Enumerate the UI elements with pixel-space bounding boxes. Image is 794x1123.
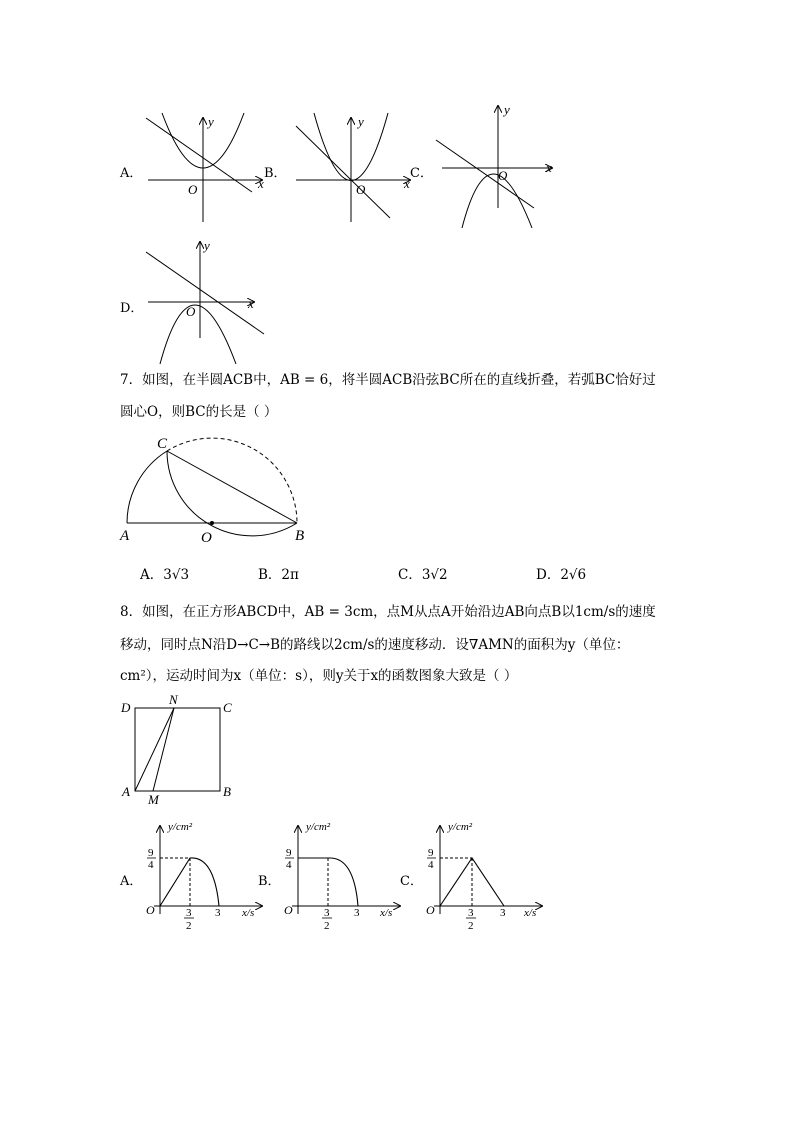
q7-stem-line2: 圆心O，则BC的长是（ ） xyxy=(120,404,278,420)
q8-stem-line2: 移动，同时点N沿D→C→B的路线以2cm/s的速度移动．设∇AMN的面积为y（单位： xyxy=(120,637,630,653)
arc-ac xyxy=(127,451,167,523)
y-label: y xyxy=(358,114,364,129)
y-tick-num: 9 xyxy=(286,847,292,859)
q6-option-b-label[interactable]: B． xyxy=(264,166,287,181)
center-point xyxy=(210,521,214,525)
label-c: C xyxy=(223,700,232,715)
arc-cb-dashed xyxy=(167,438,297,523)
y-label: y xyxy=(204,238,210,253)
x-tick-den: 2 xyxy=(468,920,474,932)
parabola xyxy=(160,305,236,364)
origin-label: O xyxy=(356,182,366,197)
x-label: x xyxy=(546,160,552,175)
x-axis-label: x/s xyxy=(524,907,537,919)
line xyxy=(146,118,252,192)
y-label: y xyxy=(504,102,510,117)
option-value: 3√2 xyxy=(421,567,448,583)
q7-option-d[interactable] xyxy=(536,565,586,585)
q8-stem-line1: 8．如图，在正方形ABCD中，AB = 3cm，点M从点A开始沿边AB向点B以1cm/s的速度 xyxy=(120,604,656,620)
origin-label: O xyxy=(188,182,198,197)
option-label: D． xyxy=(536,567,561,583)
q6-option-c-label[interactable]: C． xyxy=(410,166,433,181)
q6-option-a-label[interactable]: A． xyxy=(120,166,143,181)
x-tick-den: 2 xyxy=(186,920,192,932)
q6-option-a-graph xyxy=(140,108,275,228)
y-axis-label: y/cm² xyxy=(306,821,331,833)
q7-figure xyxy=(115,430,315,550)
option-value: 3√3 xyxy=(163,567,190,583)
option-value: 2√6 xyxy=(560,567,587,583)
origin-label: O xyxy=(498,168,508,183)
q7-option-c[interactable] xyxy=(398,565,448,585)
q8-graph-a-label[interactable]: A． xyxy=(120,874,143,889)
y-label: y xyxy=(208,114,214,129)
label-m: M xyxy=(148,792,159,807)
y-axis-label: y/cm² xyxy=(448,821,473,833)
q7-option-a[interactable] xyxy=(140,565,189,585)
q8-graph-b-label[interactable]: B． xyxy=(258,874,281,889)
label-c: C xyxy=(157,436,168,452)
q6-option-d-graph xyxy=(140,236,275,366)
line xyxy=(436,140,534,208)
label-n: N xyxy=(169,692,178,707)
y-tick-num: 9 xyxy=(148,847,154,859)
x-tick-3: 3 xyxy=(354,907,360,919)
origin-label: O xyxy=(186,304,196,319)
q8-graph-c-label[interactable]: C． xyxy=(400,874,423,889)
q8-square-figure xyxy=(115,692,245,807)
option-value: 2π xyxy=(281,567,299,583)
y-tick-num: 9 xyxy=(428,847,434,859)
y-axis-label: y/cm² xyxy=(168,821,193,833)
y-tick-den: 4 xyxy=(428,859,434,871)
option-label: A． xyxy=(140,567,164,583)
q6-option-c-graph xyxy=(430,100,570,232)
x-tick-den: 2 xyxy=(324,920,330,932)
x-tick-3: 3 xyxy=(500,907,506,919)
line xyxy=(146,252,264,334)
origin-label: O xyxy=(146,903,155,917)
q8-graph-b xyxy=(278,818,413,933)
q6-option-b-graph xyxy=(288,108,423,228)
label-o: O xyxy=(201,530,212,546)
option-label: B． xyxy=(258,567,282,583)
x-tick-num: 3 xyxy=(324,907,330,919)
x-tick-num: 3 xyxy=(468,907,474,919)
x-axis-label: x/s xyxy=(242,907,255,919)
x-label: x xyxy=(248,296,254,311)
q8-graph-a xyxy=(140,818,275,933)
label-d: D xyxy=(121,700,131,715)
q7-option-b[interactable] xyxy=(258,565,299,585)
q8-stem-line3: cm²），运动时间为x（单位：s），则y关于x的函数图象大致是（ ） xyxy=(120,668,518,684)
origin-label: O xyxy=(426,903,435,917)
option-label: C． xyxy=(398,567,422,583)
segment-mn xyxy=(153,708,174,791)
x-label: x xyxy=(258,176,264,191)
label-b: B xyxy=(295,528,305,544)
label-b: B xyxy=(223,784,231,799)
line xyxy=(296,126,390,218)
y-tick-den: 4 xyxy=(286,859,292,871)
y-tick-den: 4 xyxy=(148,859,154,871)
label-a: A xyxy=(120,528,130,544)
q7-stem-line1: 7．如图，在半圆ACB中，AB = 6，将半圆ACB沿弦BC所在的直线折叠，若弧BC恰好过 xyxy=(120,372,656,388)
x-tick-num: 3 xyxy=(186,907,192,919)
x-axis-label: x/s xyxy=(380,907,393,919)
q8-graph-c xyxy=(420,818,555,933)
x-label: x xyxy=(404,176,410,191)
q6-option-d-label[interactable]: D． xyxy=(120,301,144,316)
square-abcd xyxy=(135,708,220,791)
segment-an xyxy=(135,708,174,791)
label-a: A xyxy=(122,784,130,799)
x-tick-3: 3 xyxy=(215,907,221,919)
origin-label: O xyxy=(284,903,293,917)
chord-bc xyxy=(167,451,297,523)
